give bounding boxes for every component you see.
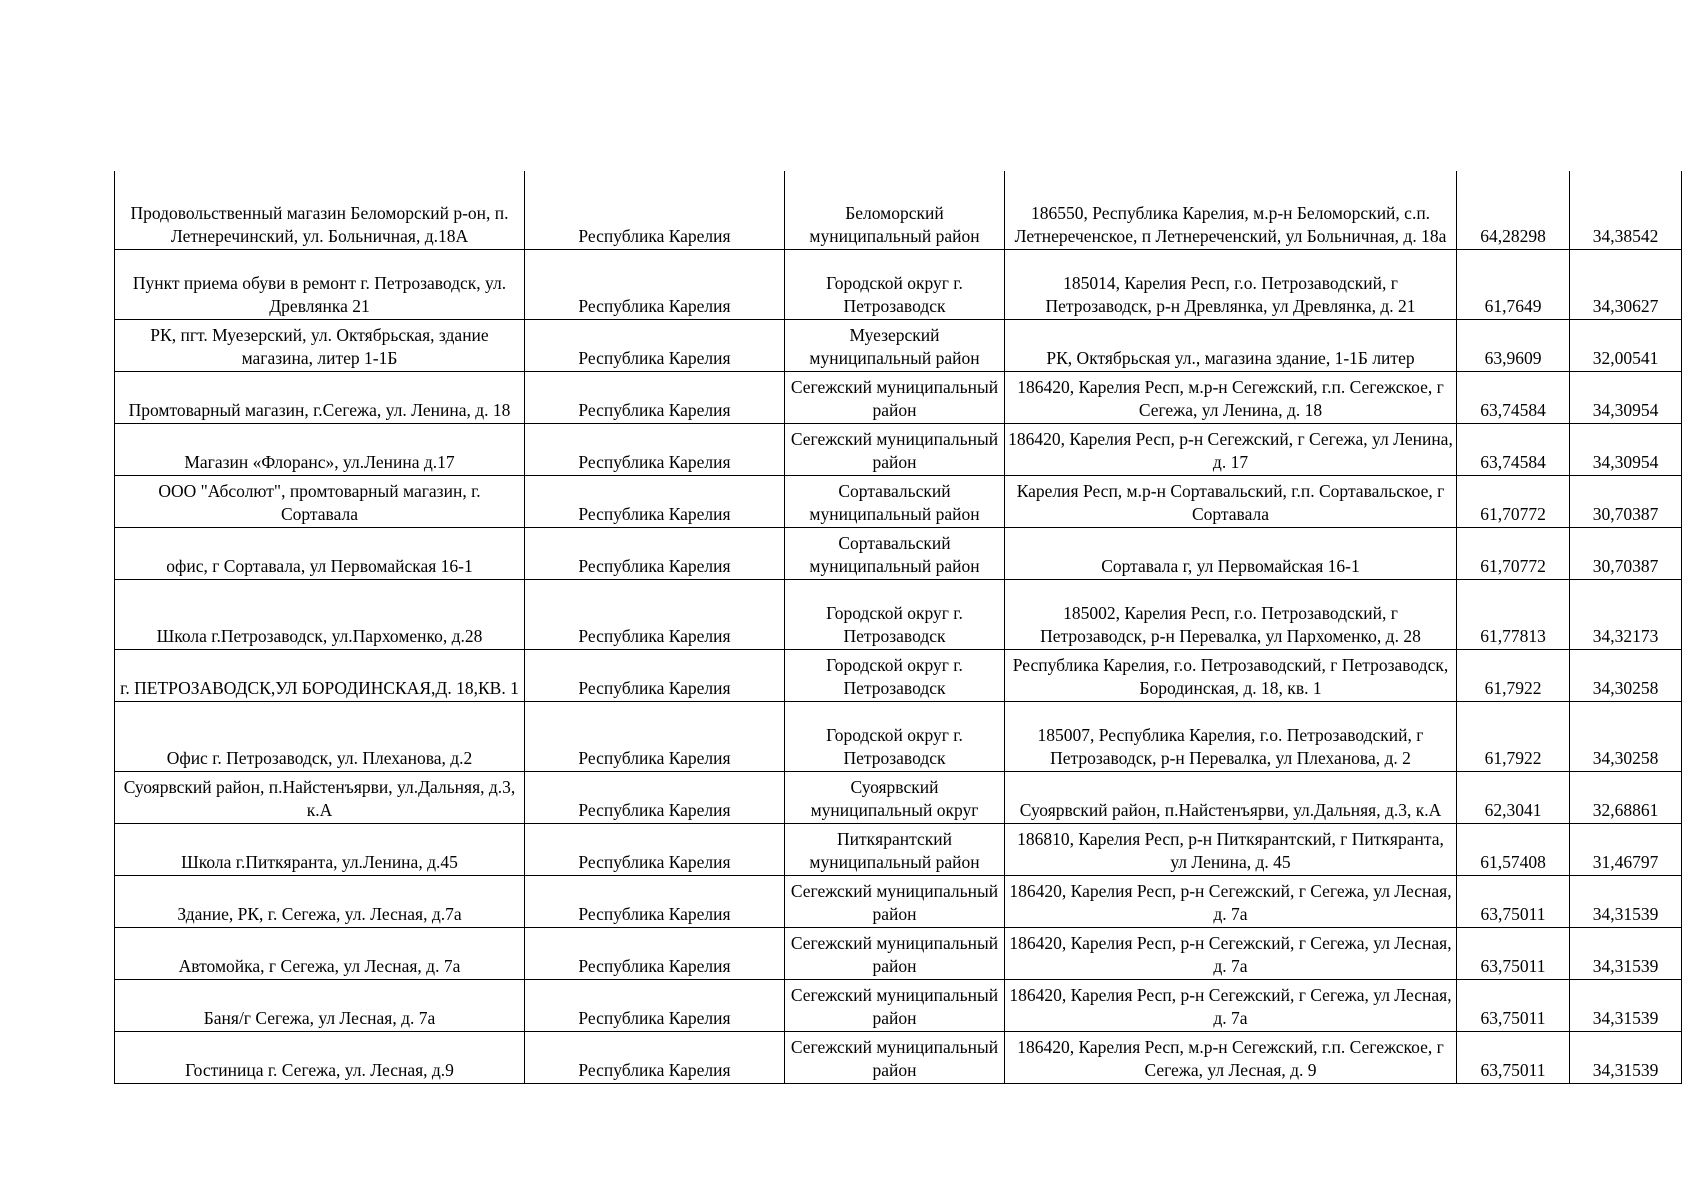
district-cell: Городской округ г. Петрозаводск (785, 579, 1005, 649)
address-cell: Сортавала г, ул Первомайская 16-1 (1005, 527, 1457, 579)
object-name-cell: РК, пгт. Муезерский, ул. Октябрьская, здание магазина, литер 1-1Б (115, 319, 525, 371)
longitude-cell: 34,30954 (1570, 371, 1682, 423)
district-cell: Городской округ г. Петрозаводск (785, 249, 1005, 319)
latitude-cell: 63,9609 (1457, 319, 1570, 371)
object-name-cell: Суоярвский район, п.Найстенъярви, ул.Дальняя, д.3, к.А (115, 771, 525, 823)
object-name-cell: Пункт приема обуви в ремонт г. Петрозаводск, ул. Древлянка 21 (115, 249, 525, 319)
table-row (115, 249, 1682, 319)
latitude-cell: 64,28298 (1457, 171, 1570, 249)
district-cell: Сегежский муниципальный район (785, 875, 1005, 927)
object-name-cell: Здание, РК, г. Сегежа, ул. Лесная, д.7а (115, 875, 525, 927)
longitude-cell: 34,38542 (1570, 171, 1682, 249)
longitude-cell: 34,32173 (1570, 579, 1682, 649)
object-name-cell: Баня/г Сегежа, ул Лесная, д. 7а (115, 979, 525, 1031)
table-row (115, 927, 1682, 979)
longitude-cell: 34,31539 (1570, 875, 1682, 927)
latitude-cell: 61,7922 (1457, 701, 1570, 771)
object-name-cell: Продовольственный магазин Беломорский р-он, п. Летнеречинский, ул. Больничная, д.18А (115, 171, 525, 249)
address-cell: 186420, Карелия Респ, р-н Сегежский, г Сегежа, ул Ленина, д. 17 (1005, 423, 1457, 475)
longitude-cell: 34,31539 (1570, 927, 1682, 979)
district-cell: Сегежский муниципальный район (785, 927, 1005, 979)
region-cell: Республика Карелия (525, 371, 785, 423)
address-cell: 185002, Карелия Респ, г.о. Петрозаводский, г Петрозаводск, р-н Перевалка, ул Пархоменко, д. 28 (1005, 579, 1457, 649)
district-cell: Сегежский муниципальный район (785, 371, 1005, 423)
region-cell: Республика Карелия (525, 527, 785, 579)
address-cell: 186420, Карелия Респ, р-н Сегежский, г Сегежа, ул Лесная, д. 7а (1005, 875, 1457, 927)
latitude-cell: 63,75011 (1457, 1031, 1570, 1083)
table-row (115, 527, 1682, 579)
table-row (115, 979, 1682, 1031)
object-name-cell: Магазин «Флоранс», ул.Ленина д.17 (115, 423, 525, 475)
address-cell: Суоярвский район, п.Найстенъярви, ул.Дальняя, д.3, к.А (1005, 771, 1457, 823)
longitude-cell: 34,31539 (1570, 1031, 1682, 1083)
longitude-cell: 34,30258 (1570, 649, 1682, 701)
table-row (115, 171, 1682, 249)
object-name-cell: Офис г. Петрозаводск, ул. Плеханова, д.2 (115, 701, 525, 771)
longitude-cell: 34,30627 (1570, 249, 1682, 319)
address-cell: 186420, Карелия Респ, м.р-н Сегежский, г.п. Сегежское, г Сегежа, ул Лесная, д. 9 (1005, 1031, 1457, 1083)
address-cell: 186810, Карелия Респ, р-н Питкярантский, г Питкяранта, ул Ленина, д. 45 (1005, 823, 1457, 875)
district-cell: Беломорский муниципальный район (785, 171, 1005, 249)
region-cell: Республика Карелия (525, 701, 785, 771)
district-cell: Сегежский муниципальный район (785, 1031, 1005, 1083)
address-cell: 186550, Республика Карелия, м.р-н Беломорский, с.п. Летнереченское, п Летнереченский, ул Больничная, д. 18а (1005, 171, 1457, 249)
table-row (115, 823, 1682, 875)
latitude-cell: 61,70772 (1457, 475, 1570, 527)
latitude-cell: 61,7649 (1457, 249, 1570, 319)
region-cell: Республика Карелия (525, 171, 785, 249)
longitude-cell: 34,30258 (1570, 701, 1682, 771)
address-cell: Карелия Респ, м.р-н Сортавальский, г.п. Сортавальское, г Сортавала (1005, 475, 1457, 527)
address-cell: 185014, Карелия Респ, г.о. Петрозаводский, г Петрозаводск, р-н Древлянка, ул Древлянка, д. 21 (1005, 249, 1457, 319)
region-cell: Республика Карелия (525, 875, 785, 927)
longitude-cell: 32,68861 (1570, 771, 1682, 823)
region-cell: Республика Карелия (525, 823, 785, 875)
district-cell: Питкярантский муниципальный район (785, 823, 1005, 875)
latitude-cell: 61,70772 (1457, 527, 1570, 579)
district-cell: Городской округ г. Петрозаводск (785, 701, 1005, 771)
region-cell: Республика Карелия (525, 475, 785, 527)
latitude-cell: 61,7922 (1457, 649, 1570, 701)
region-cell: Республика Карелия (525, 771, 785, 823)
object-name-cell: Автомойка, г Сегежа, ул Лесная, д. 7а (115, 927, 525, 979)
object-name-cell: Промтоварный магазин, г.Сегежа, ул. Ленина, д. 18 (115, 371, 525, 423)
region-cell: Республика Карелия (525, 649, 785, 701)
longitude-cell: 31,46797 (1570, 823, 1682, 875)
object-name-cell: Школа г.Петрозаводск, ул.Пархоменко, д.28 (115, 579, 525, 649)
address-cell: 186420, Карелия Респ, р-н Сегежский, г Сегежа, ул Лесная, д. 7а (1005, 979, 1457, 1031)
district-cell: Сортавальский муниципальный район (785, 475, 1005, 527)
latitude-cell: 63,74584 (1457, 423, 1570, 475)
table-row (115, 875, 1682, 927)
region-cell: Республика Карелия (525, 1031, 785, 1083)
region-cell: Республика Карелия (525, 423, 785, 475)
table-row (115, 319, 1682, 371)
object-name-cell: г. ПЕТРОЗАВОДСК,УЛ БОРОДИНСКАЯ,Д. 18,КВ. 1 (115, 649, 525, 701)
latitude-cell: 61,57408 (1457, 823, 1570, 875)
region-cell: Республика Карелия (525, 979, 785, 1031)
table-row (115, 475, 1682, 527)
table-row (115, 649, 1682, 701)
table-row (115, 771, 1682, 823)
latitude-cell: 63,74584 (1457, 371, 1570, 423)
longitude-cell: 34,31539 (1570, 979, 1682, 1031)
table-row (115, 701, 1682, 771)
address-cell: 185007, Республика Карелия, г.о. Петрозаводский, г Петрозаводск, р-н Перевалка, ул Плеханова, д. 2 (1005, 701, 1457, 771)
table-row (115, 371, 1682, 423)
table-row (115, 423, 1682, 475)
locations-table-body (115, 171, 1682, 1083)
address-cell: 186420, Карелия Респ, м.р-н Сегежский, г.п. Сегежское, г Сегежа, ул Ленина, д. 18 (1005, 371, 1457, 423)
district-cell: Муезерский муниципальный район (785, 319, 1005, 371)
table-row (115, 579, 1682, 649)
district-cell: Сегежский муниципальный район (785, 979, 1005, 1031)
region-cell: Республика Карелия (525, 249, 785, 319)
latitude-cell: 63,75011 (1457, 927, 1570, 979)
longitude-cell: 30,70387 (1570, 475, 1682, 527)
address-cell: 186420, Карелия Респ, р-н Сегежский, г Сегежа, ул Лесная, д. 7а (1005, 927, 1457, 979)
object-name-cell: Гостиница г. Сегежа, ул. Лесная, д.9 (115, 1031, 525, 1083)
object-name-cell: офис, г Сортавала, ул Первомайская 16-1 (115, 527, 525, 579)
region-cell: Республика Карелия (525, 579, 785, 649)
longitude-cell: 34,30954 (1570, 423, 1682, 475)
object-name-cell: ООО "Абсолют", промтоварный магазин, г. Сортавала (115, 475, 525, 527)
table-row (115, 1031, 1682, 1083)
longitude-cell: 30,70387 (1570, 527, 1682, 579)
district-cell: Сортавальский муниципальный район (785, 527, 1005, 579)
locations-table (114, 171, 1682, 1084)
district-cell: Городской округ г. Петрозаводск (785, 649, 1005, 701)
latitude-cell: 63,75011 (1457, 875, 1570, 927)
latitude-cell: 62,3041 (1457, 771, 1570, 823)
district-cell: Сегежский муниципальный район (785, 423, 1005, 475)
address-cell: Республика Карелия, г.о. Петрозаводский, г Петрозаводск, Бородинская, д. 18, кв. 1 (1005, 649, 1457, 701)
district-cell: Суоярвский муниципальный округ (785, 771, 1005, 823)
region-cell: Республика Карелия (525, 927, 785, 979)
latitude-cell: 63,75011 (1457, 979, 1570, 1031)
longitude-cell: 32,00541 (1570, 319, 1682, 371)
object-name-cell: Школа г.Питкяранта, ул.Ленина, д.45 (115, 823, 525, 875)
latitude-cell: 61,77813 (1457, 579, 1570, 649)
region-cell: Республика Карелия (525, 319, 785, 371)
address-cell: РК, Октябрьская ул., магазина здание, 1-1Б литер (1005, 319, 1457, 371)
